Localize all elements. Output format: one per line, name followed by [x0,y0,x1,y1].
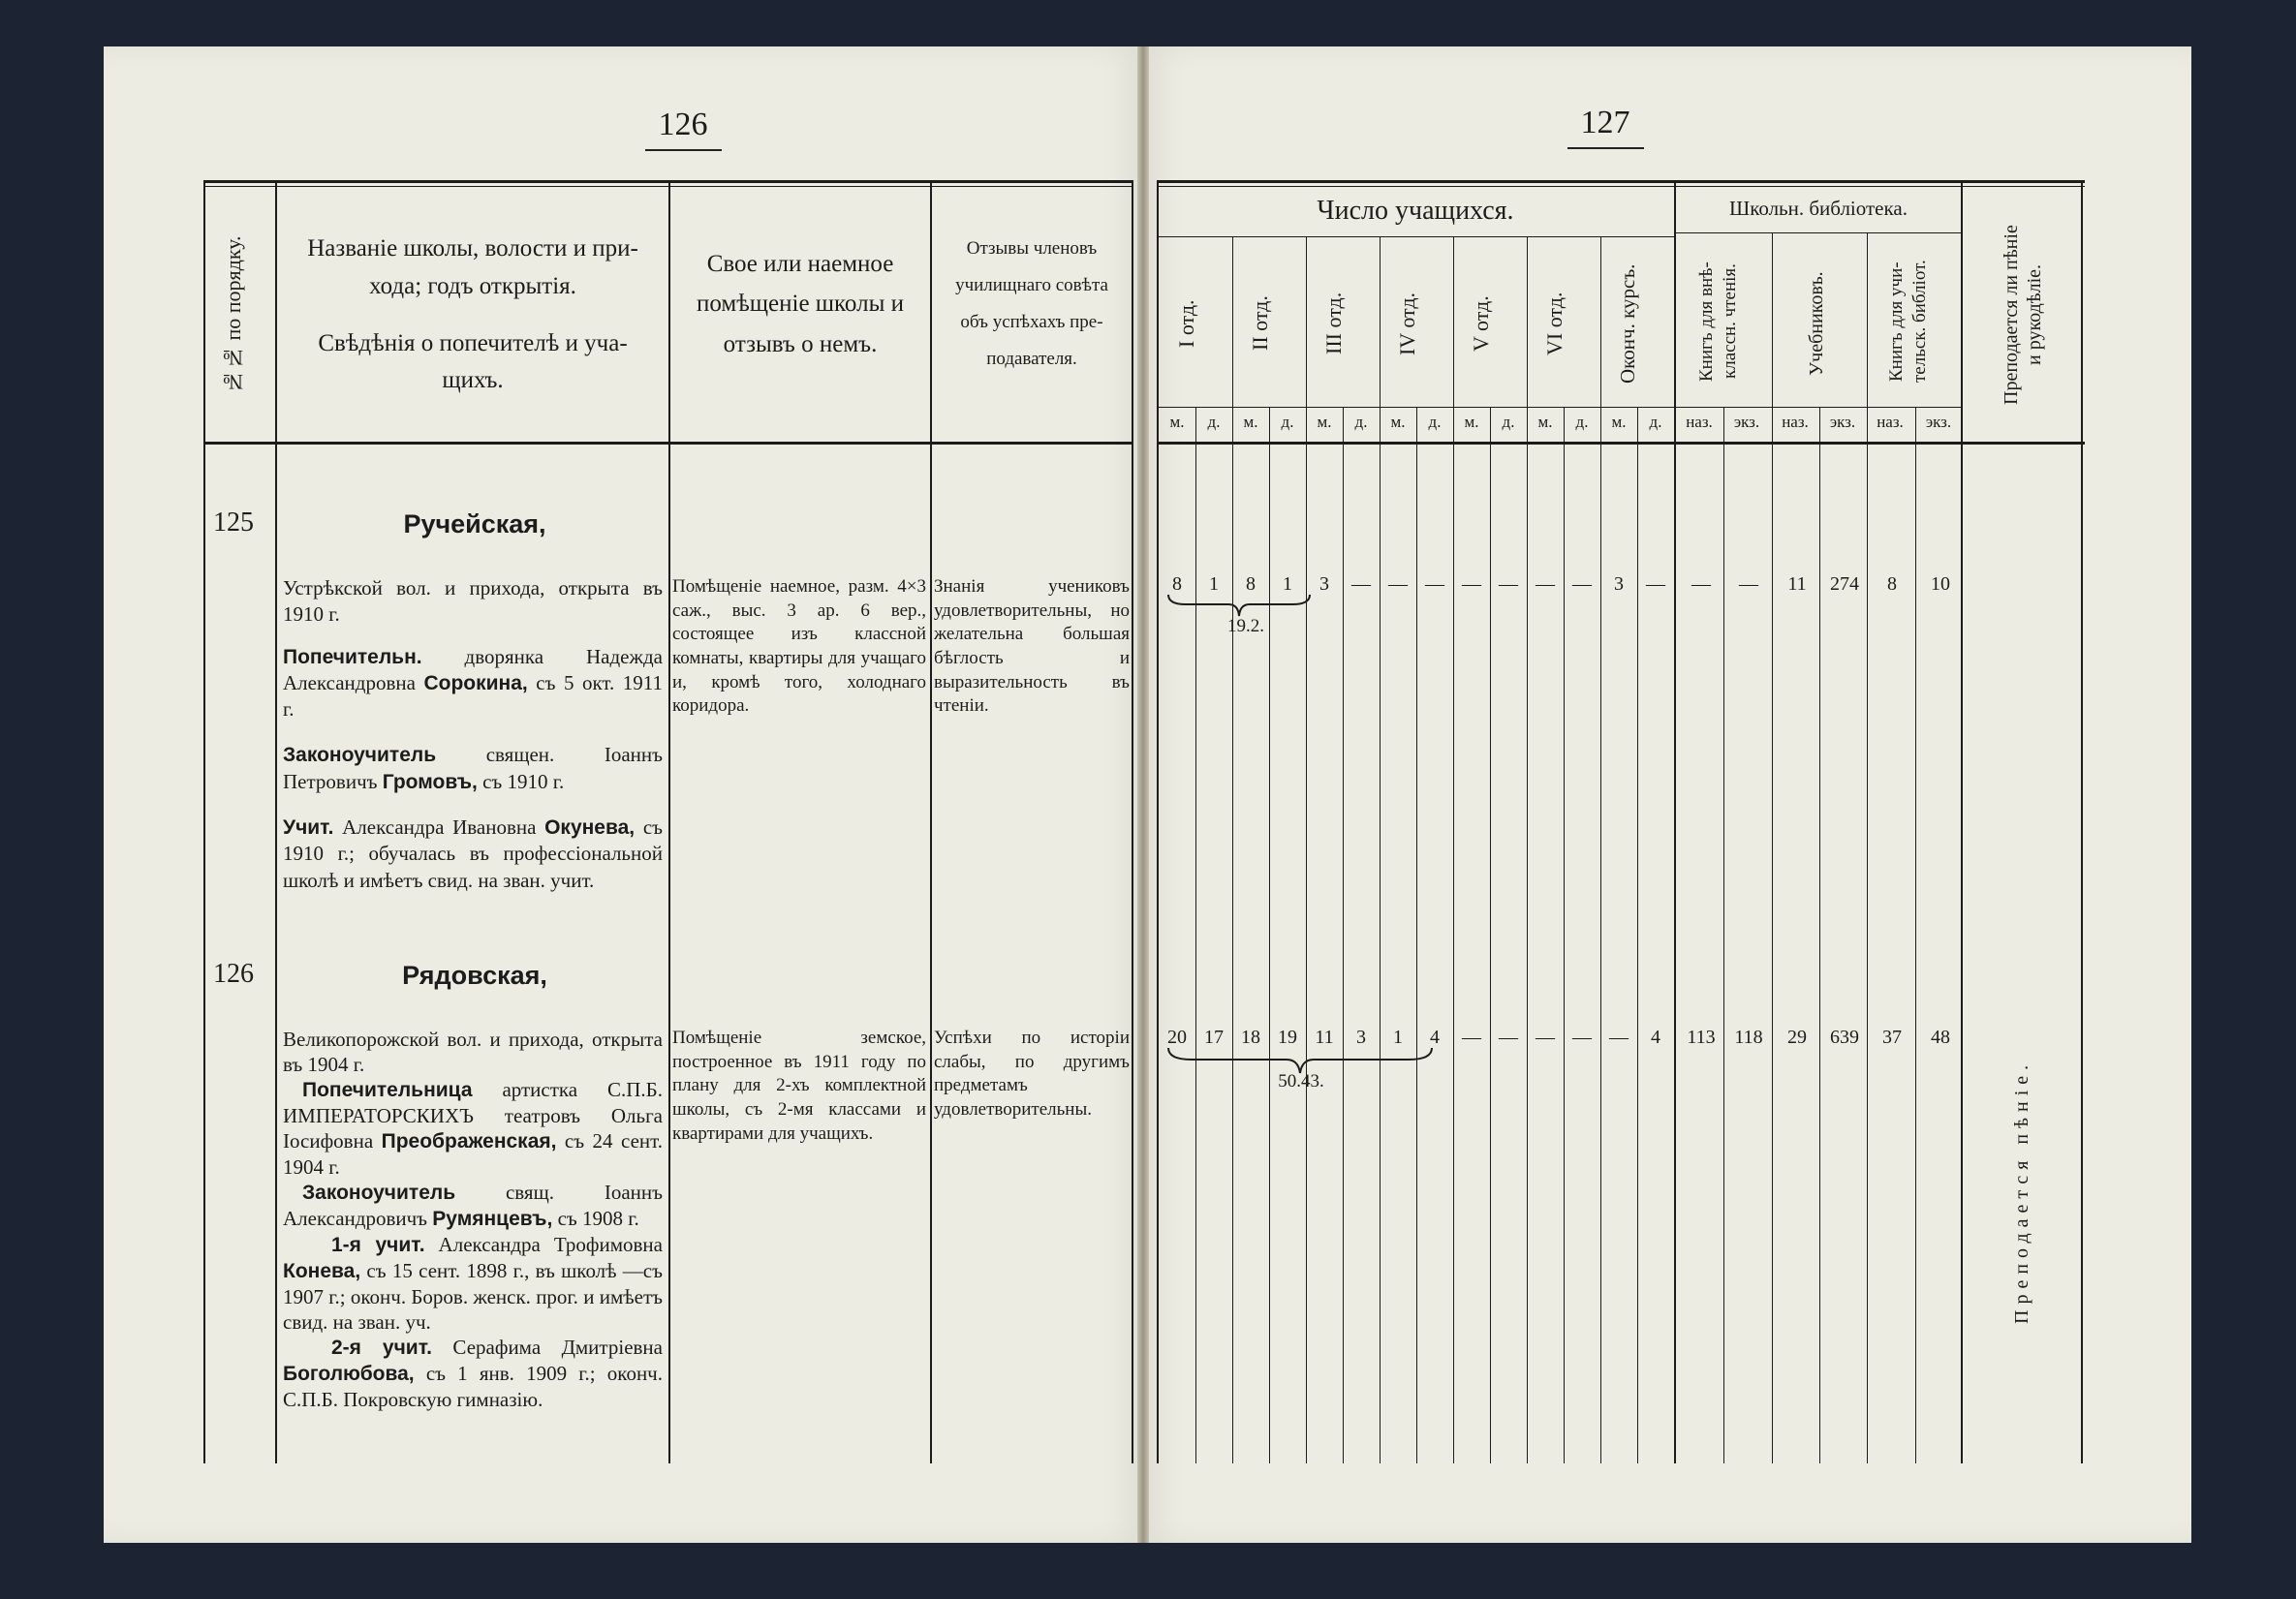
label-boys: м. [1243,413,1258,431]
label-titles: наз. [1686,413,1713,431]
label-boys: м. [1317,413,1332,431]
student-count-cell: — [1609,1027,1629,1048]
label-copies: экз. [1829,413,1856,431]
student-count-cell: — [1425,573,1444,595]
student-count-cell: — [1646,573,1665,595]
label-girls: д. [1502,413,1515,431]
label-titles: наз. [1877,413,1904,431]
review-text: Знанія учениковъ удовлетворительны, но желательна большая бѣглость и выразительность въ чтеніи. [934,576,1130,717]
student-count-cell: 3 [1356,1027,1366,1048]
book-spine [1137,46,1149,1543]
label-girls: д. [1354,413,1368,431]
page-number-right: 127 [1537,105,1673,149]
header-number: №№ по порядку. [221,235,245,394]
library-count-cell: 10 [1931,573,1950,595]
library-count-cell: — [1691,573,1711,595]
student-count-cell: 1 [1393,1027,1403,1048]
header-lib-textbooks: Учебниковъ. [1806,271,1827,376]
student-count-cell: 20 [1167,1027,1187,1048]
label-boys: м. [1611,413,1627,431]
label-copies: экз. [1733,413,1760,431]
label-girls: д. [1428,413,1442,431]
student-count-cell: 17 [1204,1027,1224,1048]
student-count-cell: — [1462,1027,1481,1048]
label-boys: м. [1169,413,1185,431]
library-count-cell: 639 [1830,1027,1859,1048]
label-girls: д. [1649,413,1662,431]
label-boys: м. [1464,413,1479,431]
header-school-name: Названіе школы, волости и при- хода; годъ открытія. Свѣдѣнія о попечителѣ и уча- щихъ. [307,235,638,394]
row-number: 126 [213,959,254,989]
header-otd4: IV отд. [1395,292,1419,355]
school-name: Ручейская, [403,509,546,538]
row-number: 125 [213,507,254,538]
student-count-cell: — [1572,1027,1592,1048]
header-okonch: Оконч. курсъ. [1616,263,1639,384]
student-count-cell: 4 [1651,1027,1660,1048]
library-count-cell: 113 [1687,1027,1716,1048]
library-count-cell: 11 [1787,573,1807,595]
library-count-cell: 118 [1734,1027,1763,1048]
premises-text: Помѣщеніе земское, построенное въ 1911 году по плану для 2-хъ комплектной школы, съ 2-мя классами и квартирами для учащихъ. [672,1028,926,1144]
label-girls: д. [1207,413,1221,431]
library-count-cell: 48 [1931,1027,1950,1048]
header-library: Школьн. библіотека. [1729,197,1908,220]
total-row-125: 19.2. [1227,616,1264,636]
student-count-cell: 11 [1315,1027,1334,1048]
student-count-cell: 8 [1246,573,1256,595]
student-count-cell: — [1536,573,1555,595]
student-count-cell: — [1351,573,1371,595]
student-count-cell: — [1536,1027,1555,1048]
header-reviews: Отзывы членовъ училищнаго совѣта объ успѣхахъ пре- подавателя. [955,238,1108,369]
student-count-cell: — [1499,573,1518,595]
student-count-cell: 3 [1614,573,1624,595]
singing-note-row-126: Преподается пѣніе. [2011,1059,2032,1324]
label-boys: м. [1537,413,1553,431]
header-otd5: V отд. [1469,295,1493,352]
header-otd3: III отд. [1321,292,1346,355]
header-otd1: I отд. [1174,299,1198,348]
library-count-cell: 8 [1887,573,1897,595]
label-boys: м. [1390,413,1406,431]
student-count-cell: — [1572,573,1592,595]
student-count-cell: 8 [1172,573,1182,595]
student-count-cell: 18 [1241,1027,1260,1048]
school-name: Рядовская, [402,961,547,990]
header-otd2: II отд. [1248,295,1272,352]
school-info: Устрѣкской вол. и прихода, открыта въ 1910 г. Попечительн. дворянка Надежда Александровна Сорокина, съ 5 окт. 1911 г. Законоучитель священ. Іоаннъ Петровичъ Громовъ, съ 1910 г. Учит. Александра Ивановна Окунева, съ 1910 г.; обучалась въ профессіональной школѣ и имѣетъ свид. на зван. учит. [283,576,663,892]
review-text: Успѣхи по исторіи слабы, по другимъ предметамъ удовлетворительны. [934,1028,1130,1121]
total-row-126: 50.43. [1278,1071,1324,1092]
student-count-cell: 19 [1278,1027,1297,1048]
label-girls: д. [1575,413,1589,431]
page-number-left: 126 [615,107,751,151]
student-count-cell: 3 [1319,573,1329,595]
label-titles: наз. [1782,413,1809,431]
student-count-cell: 4 [1430,1027,1440,1048]
label-girls: д. [1281,413,1294,431]
library-count-cell: 37 [1882,1027,1902,1048]
header-premises: Свое или наемное помѣщеніе школы и отзывъ о немъ. [696,251,904,357]
library-count-cell: — [1739,573,1758,595]
header-otd6: VI отд. [1542,292,1567,355]
school-info: Великопорожской вол. и прихода, открыта въ 1904 г. Попечительница артистка С.П.Б. ИМПЕРАТОРСКИХЪ театровъ Ольга Іосифовна Преображенская, съ 24 сент. 1904 г. Законоучитель свящ. Іоаннъ Александровичъ Румянцевъ, съ 1908 г. 1-я учит. Александра Трофимовна Конева, съ 15 сент. 1898 г., въ школѣ —съ 1907 г.; оконч. Боров. женск. прог. и имѣетъ свид. на зван. уч. 2-я учит. Серафима Дмитріевна Боголюбова, съ 1 янв. 1909 г.; оконч. С.П.Б. Покровскую гимназію. [283,1028,663,1412]
student-count-cell: — [1388,573,1408,595]
student-count-cell: — [1462,573,1481,595]
label-copies: экз. [1925,413,1952,431]
student-count-cell: — [1499,1027,1518,1048]
student-count-cell: 1 [1283,573,1292,595]
student-count-cell: 1 [1209,573,1219,595]
library-count-cell: 274 [1830,573,1859,595]
premises-text: Помѣщеніе наемное, разм. 4×3 саж., выс. 3 ар. 6 вер., состоящее изъ классной комнаты, квартиры для учащаго и, кромѣ того, холоднаго коридора. [672,576,926,717]
header-students: Число учащихся. [1317,196,1514,226]
library-count-cell: 29 [1787,1027,1807,1048]
